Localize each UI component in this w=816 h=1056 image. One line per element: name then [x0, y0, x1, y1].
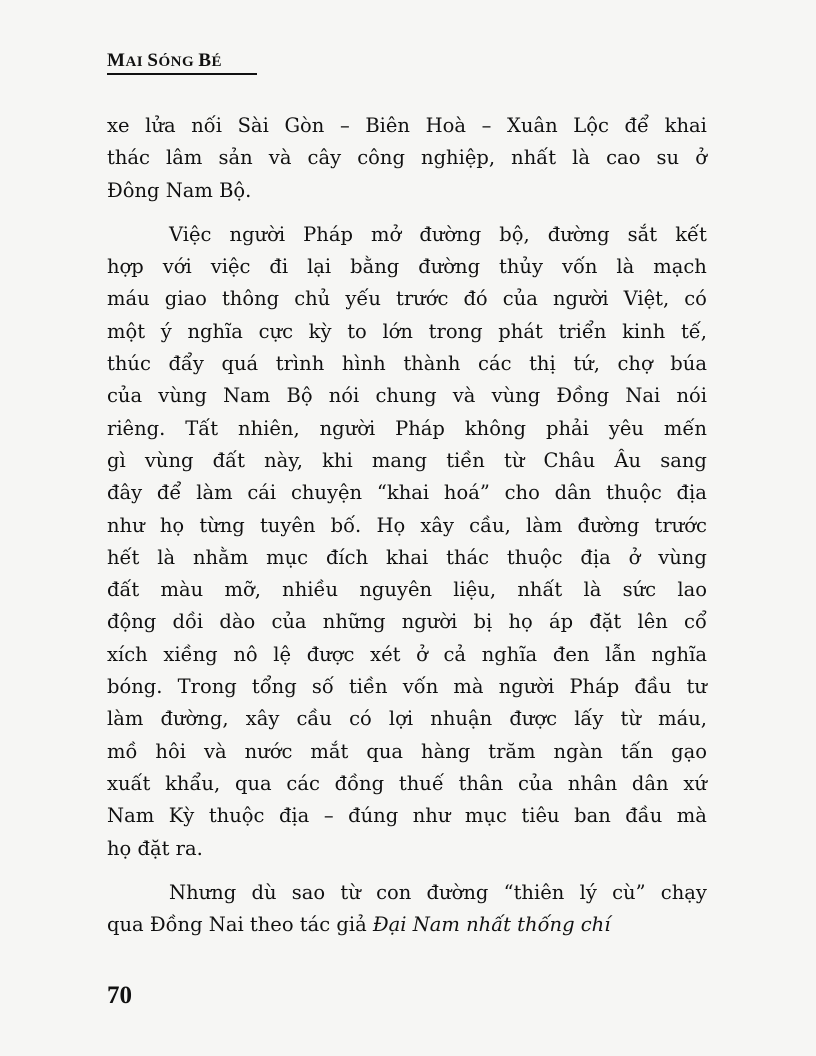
text-line: Nhưng dù sao từ con đường “thiên lý cù” chạy — [169, 880, 707, 904]
header-rule — [107, 73, 257, 75]
text-line: xuất khẩu, qua các đồng thuế thân của nhân dân xứ — [107, 771, 707, 795]
paragraph-2 — [107, 219, 707, 865]
text-line: xe lửa nối Sài Gòn – Biên Hoà – Xuân Lộc để khai — [107, 114, 707, 137]
text-line: hết là nhằm mục đích khai thác thuộc địa ở vùng — [107, 545, 707, 569]
text-line: đây để làm cái chuyện “khai hoá” cho dân thuộc địa — [107, 481, 707, 505]
text-line: máu giao thông chủ yếu trước đó của người Việt, có — [107, 287, 707, 311]
text-line: làm đường, xây cầu có lợi nhuận được lấy từ máu, — [107, 707, 707, 731]
page-number: 70 — [107, 982, 132, 1009]
text-line: hợp với việc đi lại bằng đường thủy vốn là mạch — [107, 255, 707, 279]
text-line: bóng. Trong tổng số tiền vốn mà người Pháp đầu tư — [107, 675, 707, 699]
text-line: họ đặt ra. — [107, 836, 203, 860]
page-body — [107, 110, 707, 941]
text-line: như họ từng tuyên bố. Họ xây cầu, làm đường trước — [107, 513, 707, 537]
text-line: Nam Kỳ thuộc địa – đúng như mục tiêu ban đầu mà — [107, 804, 707, 828]
paragraph-1 — [107, 110, 707, 207]
text-line: đất màu mỡ, nhiều nguyên liệu, nhất là sức lao — [107, 578, 707, 602]
text-line: Việc người Pháp mở đường bộ, đường sắt kết — [169, 222, 707, 246]
text-line: thúc đẩy quá trình hình thành các thị tứ, chợ búa — [107, 352, 707, 376]
text-line: Đông Nam Bộ. — [107, 178, 252, 202]
text-line: riêng. Tất nhiên, người Pháp không phải yêu mến — [107, 416, 707, 440]
text-span: qua Đồng Nai theo tác giả — [107, 913, 373, 937]
running-header: MAI SÓNG BÉ — [107, 50, 223, 71]
text-line: xích xiềng nô lệ được xét ở cả nghĩa đen lẫn nghĩa — [107, 642, 707, 666]
text-line — [107, 909, 707, 941]
text-line: của vùng Nam Bộ nói chung và vùng Đồng Nai nói — [107, 384, 707, 408]
text-line: mồ hôi và nước mắt qua hàng trăm ngàn tấn gạo — [107, 739, 707, 763]
text-line: một ý nghĩa cực kỳ to lớn trong phát triển kinh tế, — [107, 319, 707, 343]
paragraph-3 — [107, 877, 707, 942]
book-title: Đại Nam nhất thống chí — [372, 913, 611, 937]
text-line: thác lâm sản và cây công nghiệp, nhất là cao su ở — [107, 146, 707, 170]
text-line: động dồi dào của những người bị họ áp đặt lên cổ — [107, 610, 707, 634]
text-line: gì vùng đất này, khi mang tiền từ Châu Âu sang — [107, 448, 707, 472]
